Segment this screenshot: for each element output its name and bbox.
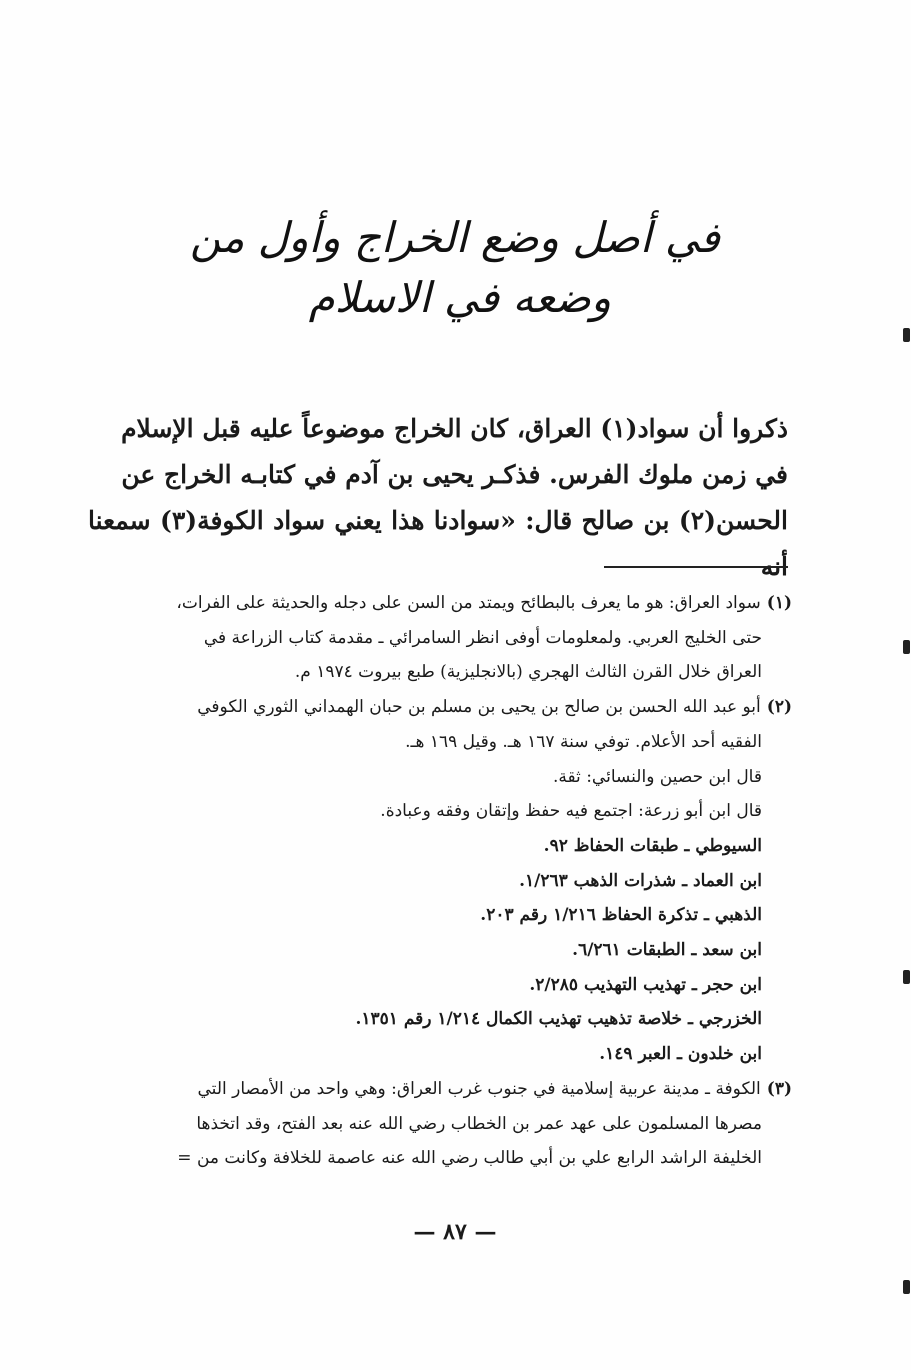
footnote-2-line-3: قال ابن حصين والنسائي: ثقة. [552, 766, 762, 787]
footnote-2-line-7: الذهبي ـ تذكرة الحفاظ ١/٢١٦ رقم ٢٠٣. [480, 905, 762, 926]
footnote-2-line-4: قال ابن أبو زرعة: اجتمع فيه حفظ وإتقان وفقه وعبادة. [380, 801, 762, 822]
footnote-3-line-1: الكوفة ـ مدينة عربية إسلامية في جنوب غرب العراق: وهي واحد من الأمصار التي [197, 1078, 761, 1099]
footnote-3-line-3: الخليفة الراشد الرابع علي بن أبي طالب رضي الله عنه عاصمة للخلافة وكانت من = [177, 1148, 762, 1169]
body-line-1: ذكروا أن سواد(١) العراق، كان الخراج موضوعاً عليه قبل الإسلام [121, 414, 788, 443]
footnote-1-line-3: العراق خلال القرن الثالث الهجري (بالانجليزية) طبع بيروت ١٩٧٤ م. [294, 662, 762, 683]
footnote-1-line-2: حتى الخليج العربي. ولمعلومات أوفى انظر السامرائي ـ مقدمة كتاب الزراعة في [203, 627, 762, 648]
footnote-2-line-11: ابن خلدون ـ العبر ١٤٩. [599, 1044, 762, 1065]
footnote-2-line-9: ابن حجر ـ تهذيب التهذيب ٢/٢٨٥. [529, 974, 762, 995]
footnote-2-line-1: أبو عبد الله الحسن بن صالح بن يحيى بن مسلم بن حبان الهمداني الثوري الكوفي [197, 697, 761, 718]
chapter-title [189, 208, 720, 328]
footnote-1-line-1: سواد العراق: هو ما يعرف بالبطائح ويمتد من السن على دجله والحديثة على الفرات، [176, 593, 761, 613]
binding-mark [903, 970, 910, 984]
footnote-2-line-2: الفقيه أحد الأعلام. توفي سنة ١٦٧ هـ. وقيل ١٦٩ هـ. [405, 731, 762, 752]
chapter-title-line-2: وضعه في الاسلام [308, 273, 612, 322]
footnote-2-line-8: ابن سعد ـ الطبقات ٦/٢٦١. [572, 940, 762, 961]
body-line-3: الحسن(٢) بن صالح قال: «سوادنا هذا يعني سواد الكوفة(٣) سمعنا أنه [88, 506, 788, 581]
footnote-1-number: (١) [766, 593, 792, 613]
binding-mark [903, 328, 910, 342]
footnote-separator [604, 566, 788, 568]
footnote-3 [92, 1072, 792, 1176]
footnote-3-line-2: مصرها المسلمون على عهد عمر بن الخطاب رضي الله عنه بعد الفتح، وقد اتخذها [196, 1113, 762, 1134]
footnote-1 [92, 586, 792, 690]
footnotes [92, 586, 792, 1176]
body-line-2: في زمن ملوك الفرس. فذكـر يحيى بن آدم في كتابـه الخراج عن [121, 460, 788, 489]
binding-mark [903, 640, 910, 654]
footnote-2-number: (٢) [766, 697, 792, 718]
page-number: — ٨٧ — [413, 1219, 497, 1245]
footnote-2 [92, 690, 792, 1072]
footnote-3-number: (٣) [766, 1078, 792, 1099]
chapter-title-line-1: في أصل وضع الخراج وأول من [189, 213, 720, 262]
footnote-2-line-6: ابن العماد ـ شذرات الذهب ١/٢٦٣. [519, 870, 762, 891]
footnote-2-line-5: السيوطي ـ طبقات الحفاظ ٩٢. [543, 835, 762, 856]
footnote-2-line-10: الخزرجي ـ خلاصة تذهيب تهذيب الكمال ١/٢١٤ رقم ١٣٥١. [355, 1009, 762, 1030]
body-paragraph [88, 406, 788, 590]
binding-mark [903, 1280, 910, 1294]
